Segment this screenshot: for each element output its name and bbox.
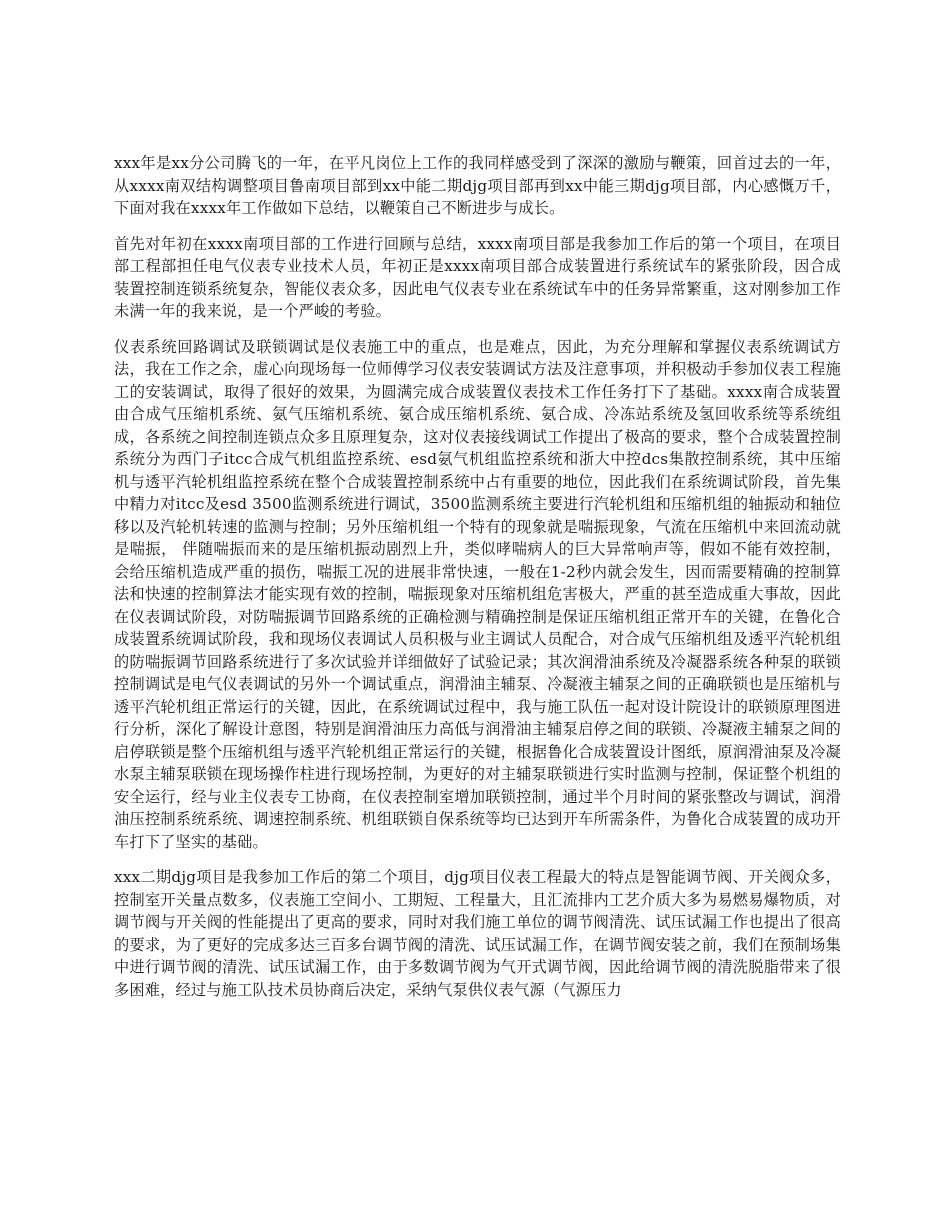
paragraph-intro: xxx年是xx分公司腾飞的一年，在平凡岗位上工作的我同样感受到了深深的激励与鞭策，回首过去的一年，从xxxx南双结构调整项目鲁南项目部到xx中能二期djg项目部再到xx中能三期djg项目部，内心感慨万千，下面对我在xxxx年工作做如下总结，以鞭策自己不断进步与成长。 [114, 154, 841, 217]
paragraph-project-review: 首先对年初在xxxx南项目部的工作进行回顾与总结，xxxx南项目部是我参加工作后的第一个项目，在项目部工程部担任电气仪表专业技术人员，年初正是xxxx南项目部合成装置进行系统试车的紧张阶段，因合成装置控制连锁系统复杂，智能仪表众多，因此电气仪表专业在系统试车中的任务异常繁重，这对刚参加工作未满一年的我来说，是一个严峻的考验。 [114, 234, 841, 320]
document-body [114, 152, 841, 1014]
paragraph-instrument-commissioning: 仪表系统回路调试及联锁调试是仪表施工中的重点，也是难点，因此，为充分理解和掌握仪表系统调试方法，我在工作之余，虚心向现场每一位师傅学习仪表安装调试方法及注意事项，并积极动手参加仪表工程施工的安装调试，取得了很好的效果，为圆满完成合成装置仪表技术工作任务打下了基础。xxxx南合成装置由合成气压缩机系统、氨气压缩机系统、氨合成压缩机系统、氨合成、冷冻站系统及氢回收系统等系统组成，各系统之间控制连锁点众多且原理复杂，这对仪表接线调试工作提出了极高的要求，整个合成装置控制系统分为西门子itcc合成气机组监控系统、esd氨气机组监控系统和浙大中控dcs集散控制系统，其中压缩机与透平汽轮机组监控系统在整个合成装置控制系统中占有重要的地位，因此我们在系统调试阶段，首先集中精力对itcc及esd 3500监测系统进行调试，3500监测系统主要进行汽轮机组和压缩机组的轴振动和轴位移以及汽轮机转速的监测与控制；另外压缩机组一个特有的现象就是喘振现象，气流在压缩机中来回流动就是喘振， 伴随喘振而来的是压缩机振动剧烈上升，类似哮喘病人的巨大异常响声等，假如不能有效控制，会给压缩机造成严重的损伤，喘振工况的进展非常快速，一般在1-2秒内就会发生，因而需要精确的控制算法和快速的控制算法才能实现有效的控制，喘振现象对压缩机组危害极大，严重的甚至造成重大事故，因此在仪表调试阶段，对防喘振调节回路系统的正确检测与精确控制是保证压缩机组正常开车的关键，在鲁化合成装置系统调试阶段，我和现场仪表调试人员积极与业主调试人员配合，对合成气压缩机组及透平汽轮机组的防喘振调节回路系统进行了多次试验并详细做好了试验记录；其次润滑油系统及冷凝器系统各种泵的联锁控制调试是电气仪表调试的另外一个调试重点，润滑油主辅泵、冷凝液主辅泵之间的正确联锁也是压缩机与透平汽轮机组正常运行的关键，因此，在系统调试过程中，我与施工队伍一起对设计院设计的联锁原理图进行分析，深化了解设计意图，特别是润滑油压力高低与润滑油主辅泵启停之间的联锁、冷凝液主辅泵之间的启停联锁是整个压缩机组与透平汽轮机组正常运行的关键，根据鲁化合成装置设计图纸，原润滑油泵及冷凝水泵主辅泵联锁在现场操作柱进行现场控制，为更好的对主辅泵联锁进行实时监测与控制，保证整个机组的安全运行，经与业主仪表专工协商，在仪表控制室增加联锁控制，通过半个月时间的紧张整改与调试，润滑油压控制系统系统、调速控制系统、机组联锁自保系统等均已达到开车所需条件，为鲁化合成装置的成功开车打下了坚实的基础。 [114, 337, 841, 851]
paragraph-second-project: xxx二期djg项目是我参加工作后的第二个项目，djg项目仪表工程最大的特点是智能调节阀、开关阀众多，控制室开关量点数多，仪表施工空间小、工期短、工程量大，且汇流排内工艺介质大多为易燃易爆物质，对调节阀与开关阀的性能提出了更高的要求，同时对我们施工单位的调节阀清洗、试压试漏工作也提出了很高的要求，为了更好的完成多达三百多台调节阀的清洗、试压试漏工作，在调节阀安装之前，我们在预制场集中进行调节阀的清洗、试压试漏工作，由于多数调节阀为气开式调节阀，因此给调节阀的清洗脱脂带来了很多困难，经过与施工队技术员协商后决定，采纳气泵供仪表气源（气源压力 [114, 868, 841, 999]
